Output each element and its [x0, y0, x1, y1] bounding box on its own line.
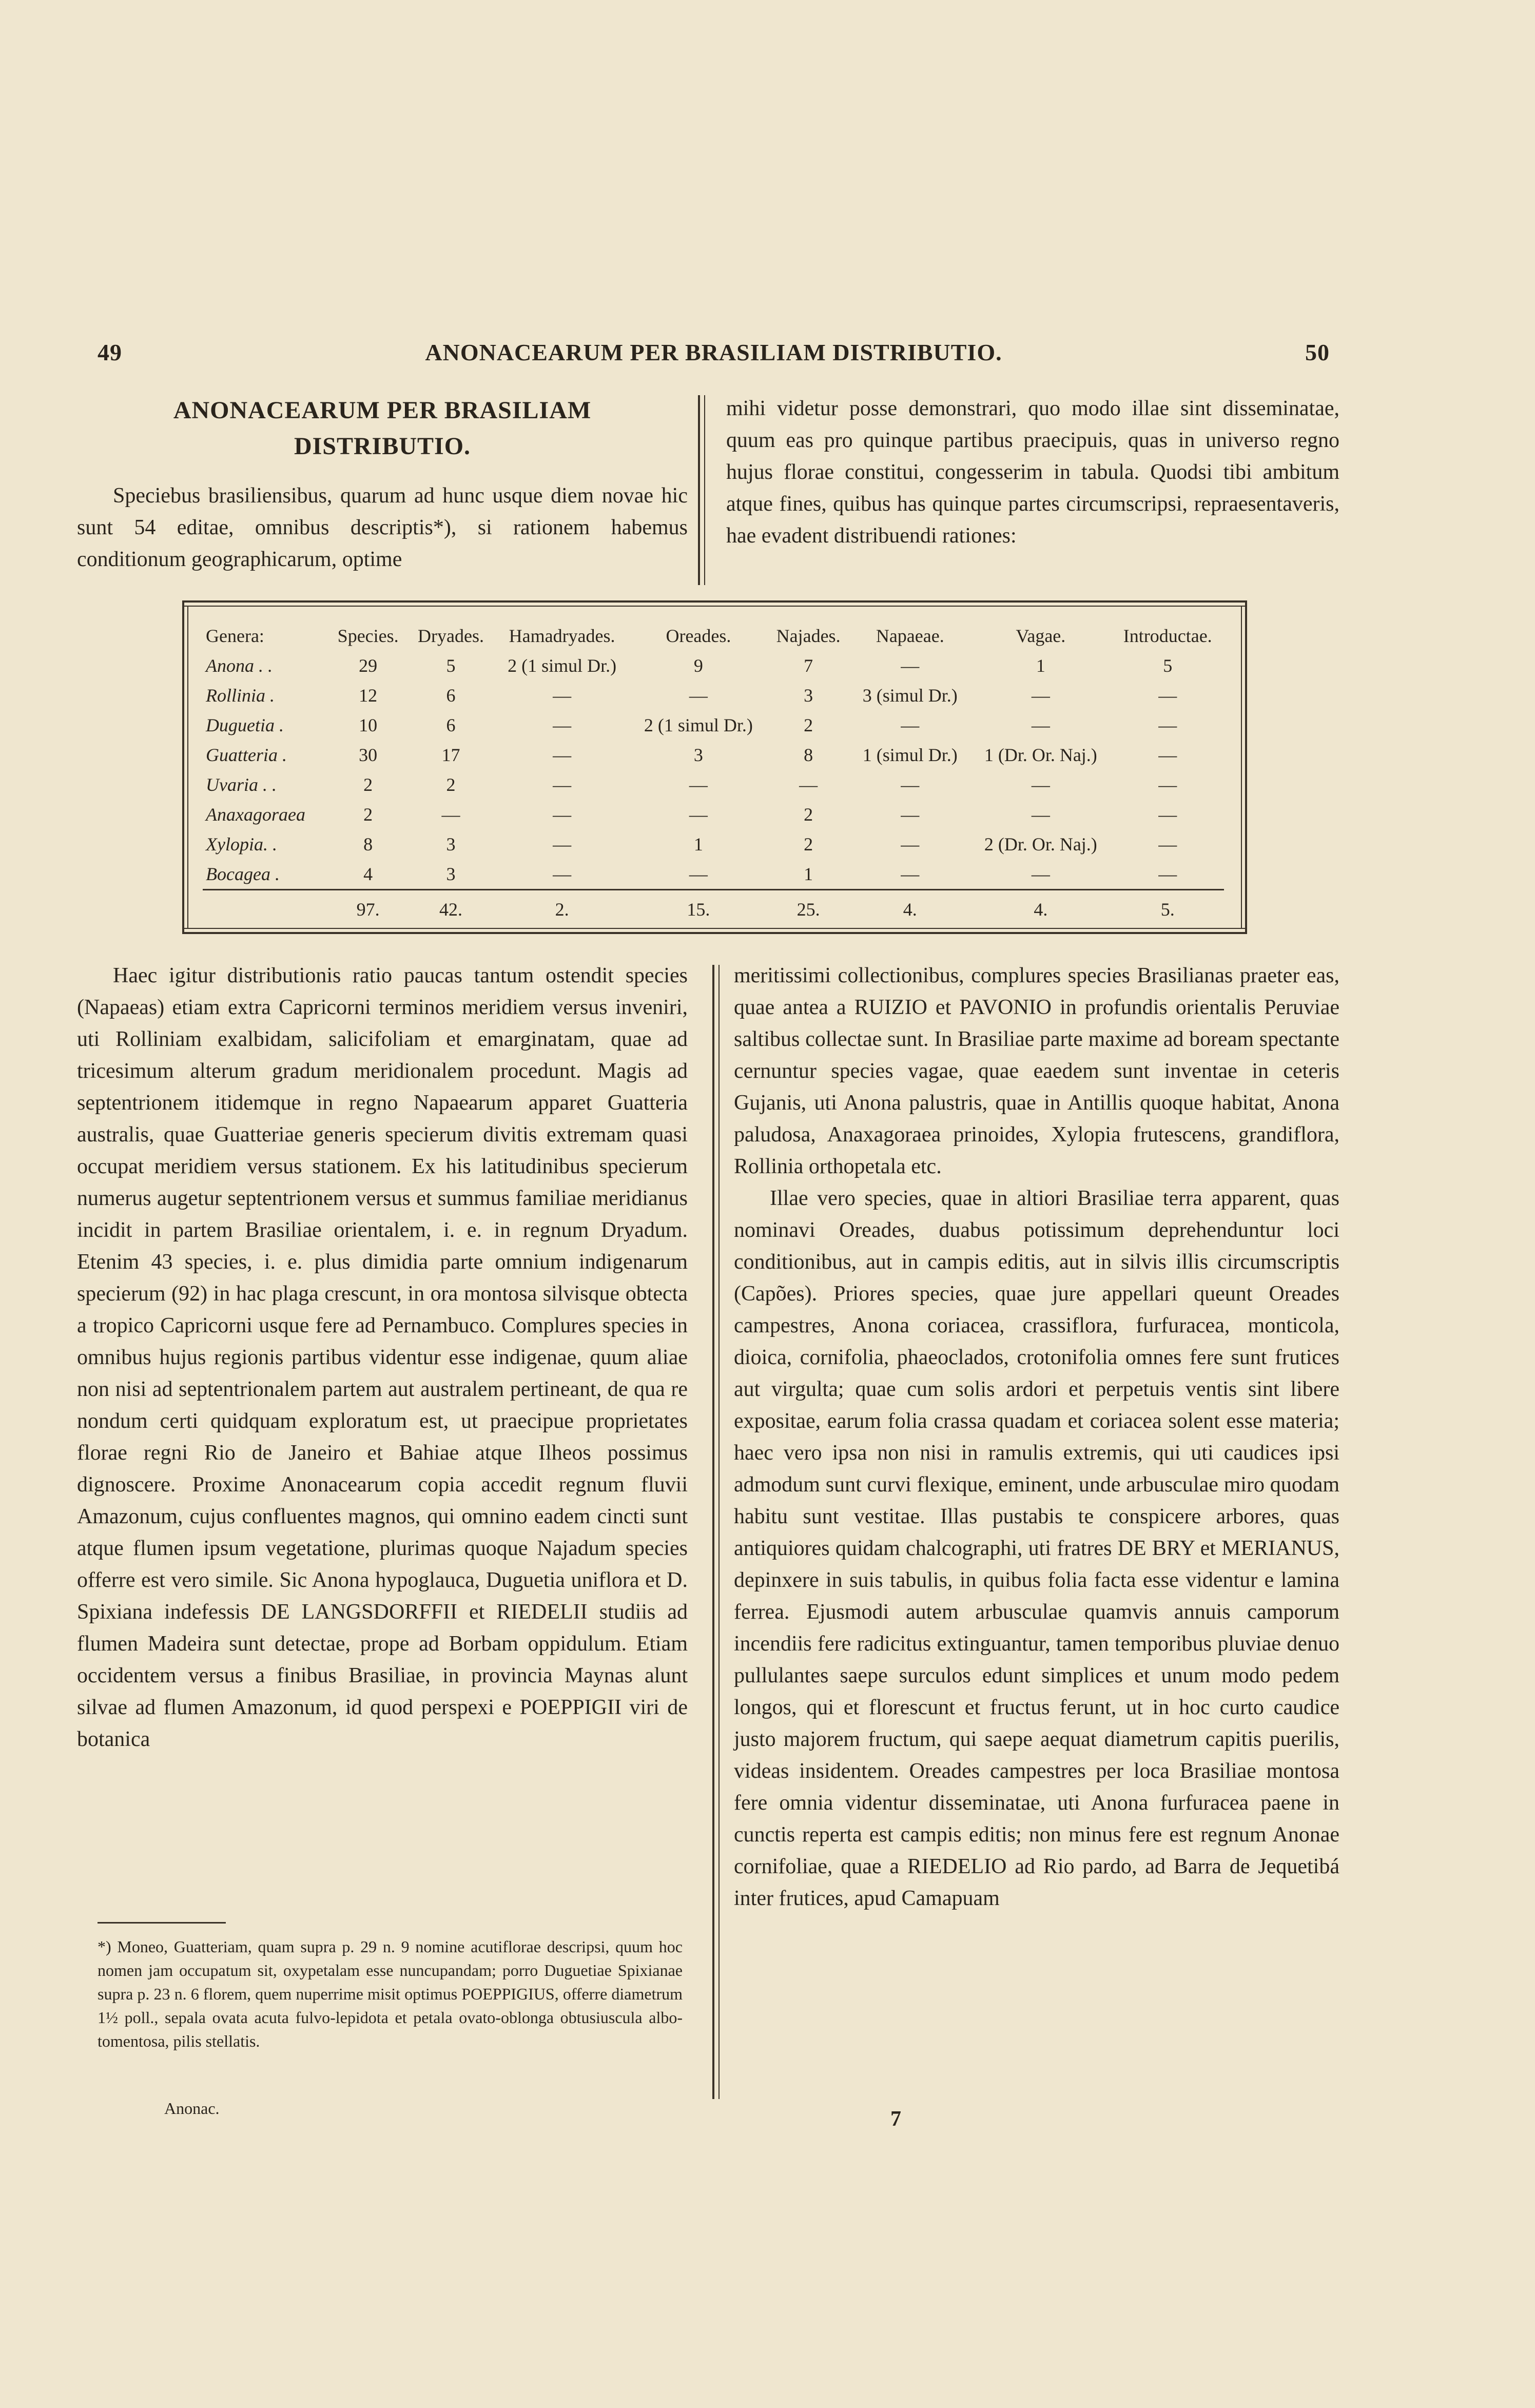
header-napaeae: Napaeae. — [876, 626, 944, 646]
intro-paragraph: Speciebus brasiliensibus, quarum ad hunc usque diem novae hic sunt 54 editae, omnibus descriptis*), si rationem habemus conditionum geographicarum, optime — [77, 484, 688, 571]
table-cell-genus: Guatteria . — [206, 745, 287, 765]
table-cell: 2 — [804, 715, 813, 735]
table-cell: 3 — [804, 685, 813, 706]
table-cell-genus: Anaxagoraea — [206, 804, 305, 825]
table-cell: 3 — [446, 834, 456, 855]
table-border-bottom-inner — [182, 928, 1247, 929]
table-cell: 8 — [363, 834, 373, 855]
header-introductae: Introductae. — [1123, 626, 1212, 646]
running-head — [98, 339, 1330, 385]
table-total-cell: 25. — [767, 890, 850, 925]
table-total-cell: 2. — [494, 890, 630, 925]
table-cell: 2 (1 simul Dr.) — [644, 715, 753, 735]
page-number-right: 50 — [1305, 339, 1330, 365]
body-paragraph-right-2: Illae vero species, quae in altiori Brasiliae terra apparent, quas nominavi Oreades, duabus potissimum deprehenduntur loci conditionibus, aut in campis editis, aut in silvis illis circumscriptis (Capões). Priores species, quae jure appellari queunt Oreades campestres, Anona coriacea, crassiflora, furfuracea, monticola, dioica, cornifolia, phaeoclados, crotonifolia omnes fere sunt frutices aut virgulta; quae cum solis ardori et perpetuis ventis sint libere expositae, earum folia crassa quadam et coriacea solent esse materia; haec vero ipsa non nisi in ramulis extremis, qui uti caudices ipsi admodum sunt curvi flexique, eminent, unde arbusculae miro quodam habitu sunt vestitae. Illas pustabis te conspicere arbores, quas antiquiores quidam chalcographi, uti fratres DE BRY et MERIANUS, depinxere in suis tabulis, in quibus folia facta esse videntur e lamina ferrea. Ejusmodi autem arbusculae quamvis annuis camporum incendiis fere radicitus extinguantur, tamen temporibus pluviae denuo pullulantes saepe surculos edunt simplices et unum modo pedem longos, qui et florescunt et fructus ferunt, ut in hoc curto caudice justo majorem fructum, qui saepe aequat diametrum capitis puerilis, videas insidentem. Oreades campestres per loca Brasiliae montosa fere omnia videntur disseminatae, uti Anona furfuracea paene in cunctis reperta est campis editis; non minus fere est regnum Anonae cornifoliae, quae a RIEDELIO ad Rio pardo, ad Barra de Jequetibá inter frutices, apud Camapuam — [734, 1187, 1339, 1910]
table-cell: 2 — [804, 804, 813, 825]
section-title — [77, 393, 688, 464]
table-border-right — [1245, 600, 1247, 934]
signature-mark: Anonac. — [164, 2099, 220, 2118]
table-cell-genus: Anona . . — [206, 655, 273, 676]
table-row — [203, 710, 1224, 740]
body-paragraph-left: Haec igitur distributionis ratio paucas tantum ostendit species (Napaeas) etiam extra Capricorni terminos meridiem versus inveniri, uti Rolliniam exalbidam, salicifoliam et emarginatam, quae ad tricesimum alterum gradum meridionalem procedunt. Magis ad septentrionem itidemque in regno Napaearum apparet Guatteria australis, quae Guatteriae generis specierum divitis extremam quasi occupat meridiem versus stationem. Ex his latitudinibus specierum numerus augetur septentrionem versus et summus familiae meridianus incidit in partem Brasiliae orientalem, i. e. in regnum Dryadum. Etenim 43 species, i. e. plus dimidia parte omnium indigenarum specierum (92) in hac plaga crescunt, in ora montosa silvisque obtecta a tropico Capricorni usque fere ad Pernambuco. Complures species in omnibus hujus regionis partibus videntur esse indigenae, quum aliae non nisi ad septentrionalem partem aut australem pertineant, de qua re nondum certi quidquam exploratum est, ut praecipue proprietates florae regni Rio de Janeiro et Bahiae atque Ilheos possimus dignoscere. Proxime Anonacearum copia accedit regnum fluvii Amazonum, cujus confluentes magnos, qui omnino eadem cincti sunt atque flumen ipsum vegetatione, plurimas quoque Najadum species offerre est vero simile. Sic Anona hypoglauca, Duguetia uniflora et D. Spixiana indefessis DE LANGSDORFFII et RIEDELII studiis ad flumen Madeira sunt detectae, prope ad Borbam oppidulum. Etiam occidentem versus a finibus Brasiliae, in provincia Maynas alunt silvae ad flumen Amazonum, id quod perspexi e POEPPIGII viri de botanica — [77, 964, 688, 1751]
footnote-rule — [98, 1922, 226, 1924]
table-cell: 17 — [441, 745, 460, 765]
table-cell: — — [901, 655, 920, 676]
table-cell-genus: Xylopia. . — [206, 834, 277, 855]
table-cell: — — [1031, 685, 1050, 706]
table-cell: — — [1158, 715, 1177, 735]
table-cell: — — [689, 685, 708, 706]
table-cell: 8 — [804, 745, 813, 765]
table-row — [203, 829, 1224, 859]
column-divider-lower-thin — [718, 965, 720, 2099]
table-cell: 1 — [804, 864, 813, 884]
table-cell: 2 — [363, 774, 373, 795]
table-cell: — — [1158, 804, 1177, 825]
table-cell: 2 (1 simul Dr.) — [508, 655, 617, 676]
table-border-bottom — [182, 932, 1247, 934]
table-cell: — — [1031, 774, 1050, 795]
table-cell: 29 — [359, 655, 378, 676]
running-head-title: ANONACEARUM PER BRASILIAM DISTRIBUTIO. — [425, 339, 1002, 365]
table-total-cell: 4. — [970, 890, 1111, 925]
table-border-left — [182, 600, 184, 934]
table-totals-row — [203, 890, 1224, 925]
sheet-number: 7 — [890, 2107, 901, 2131]
body-left-column — [77, 960, 688, 1755]
header-vagae: Vagae. — [1016, 626, 1066, 646]
table-cell: — — [553, 864, 572, 884]
table-cell: — — [901, 834, 920, 855]
table-total-cell: 97. — [328, 890, 407, 925]
table-cell: 1 — [1036, 655, 1045, 676]
table-cell: — — [553, 715, 572, 735]
table-cell: — — [901, 864, 920, 884]
table-row — [203, 740, 1224, 770]
table-cell: 3 — [693, 745, 703, 765]
intro-left-column — [77, 393, 688, 575]
table-total-cell: 42. — [408, 890, 494, 925]
table-cell-genus: Duguetia . — [206, 715, 284, 735]
table-cell: 4 — [363, 864, 373, 884]
section-title-line2: DISTRIBUTIO. — [294, 433, 471, 460]
table-border-right-inner — [1241, 606, 1242, 929]
table-cell-genus: Uvaria . . — [206, 774, 277, 795]
table-total-cell: 4. — [850, 890, 970, 925]
table-row — [203, 681, 1224, 710]
table-cell: 2 — [804, 834, 813, 855]
table-cell-genus: Rollinia . — [206, 685, 275, 706]
header-najades: Najades. — [776, 626, 841, 646]
table-cell: — — [553, 685, 572, 706]
table-cell: 3 — [446, 864, 456, 884]
table-cell: — — [553, 774, 572, 795]
table-cell: 5 — [1163, 655, 1173, 676]
table-cell: 5 — [446, 655, 456, 676]
table-cell: 30 — [359, 745, 378, 765]
table-cell: 6 — [446, 715, 456, 735]
table-cell: 12 — [359, 685, 378, 706]
table-cell: — — [1031, 804, 1050, 825]
table-border-top-inner — [182, 606, 1247, 607]
table-cell: 2 — [446, 774, 456, 795]
header-oreades: Oreades. — [666, 626, 731, 646]
table-cell: — — [901, 804, 920, 825]
header-genera: Genera: — [206, 626, 264, 646]
table-cell-genus: Bocagea . — [206, 864, 280, 884]
table-cell: 1 (simul Dr.) — [862, 745, 958, 765]
table-total-cell: 5. — [1111, 890, 1224, 925]
table-cell: — — [901, 715, 920, 735]
table-total-cell — [203, 890, 328, 925]
table-cell: 10 — [359, 715, 378, 735]
table-cell: — — [799, 774, 818, 795]
intro-paragraph-continued: mihi videtur posse demonstrari, quo modo illae sint disseminatae, quum eas pro quinque partibus praecipuis, quas in universo regno hujus florae constitui, congesserim in tabula. Quodsi tibi ambitum atque fines, quibus has quinque partes circumscripsi, repraesentaveris, hae evadent distribuendi rationes: — [726, 397, 1339, 548]
table-header-row — [203, 621, 1224, 651]
distribution-table-frame — [182, 600, 1247, 935]
table-cell: — — [441, 804, 460, 825]
table-cell: — — [689, 804, 708, 825]
table-cell: — — [1158, 774, 1177, 795]
header-hamadryades: Hamadryades. — [509, 626, 615, 646]
page-number-left: 49 — [98, 339, 122, 365]
footnote: *) Moneo, Guatteriam, quam supra p. 29 n. 9 nomine acutiflorae descripsi, quum hoc nomen jam occupatum sit, oxypetalam esse nuncupandam; porro Duguetiae Spixianae supra p. 23 n. 6 florem, quem nuperrime misit optimus POEPPIGIUS, offerre diametrum 1½ poll., sepala ovata acuta fulvo-lepidota et petala ovato-oblonga obtusiuscula albo-tomentosa, pilis stellatis. — [98, 1937, 683, 2050]
table-cell: — — [689, 774, 708, 795]
table-row — [203, 859, 1224, 890]
distribution-table — [203, 621, 1224, 924]
table-cell: — — [553, 834, 572, 855]
table-cell: — — [1158, 685, 1177, 706]
table-border-left-inner — [187, 606, 188, 929]
table-cell: — — [1158, 745, 1177, 765]
section-title-line1: ANONACEARUM PER BRASILIAM — [173, 397, 592, 424]
table-cell: 2 (Dr. Or. Naj.) — [984, 834, 1097, 855]
table-cell: — — [1158, 834, 1177, 855]
table-row — [203, 651, 1224, 681]
body-right-column — [734, 960, 1339, 1914]
table-cell: — — [901, 774, 920, 795]
table-cell: 6 — [446, 685, 456, 706]
table-cell: 1 — [693, 834, 703, 855]
intro-right-column — [726, 393, 1339, 552]
column-divider-upper-thin — [704, 395, 705, 585]
column-divider-upper — [698, 395, 700, 585]
table-cell: 7 — [804, 655, 813, 676]
table-cell: — — [553, 804, 572, 825]
header-dryades: Dryades. — [418, 626, 484, 646]
table-cell: 3 (simul Dr.) — [862, 685, 958, 706]
table-row — [203, 770, 1224, 800]
table-cell: 9 — [693, 655, 703, 676]
column-divider-lower — [712, 965, 714, 2099]
table-cell: — — [553, 745, 572, 765]
table-cell: — — [1031, 715, 1050, 735]
header-species: Species. — [337, 626, 399, 646]
table-row — [203, 800, 1224, 829]
table-cell: 2 — [363, 804, 373, 825]
table-total-cell: 15. — [630, 890, 767, 925]
body-paragraph-right-1: meritissimi collectionibus, complures species Brasilianas praeter eas, quae antea a RUIZIO et PAVONIO in profundis orientalis Peruviae saltibus collectae sunt. In Brasiliae parte maxime ad boream spectante cernuntur species vagae, quae eaedem sunt inventae in ceteris Gujanis, uti Anona palustris, quae in Antillis quoque habitat, Anona paludosa, Anaxagoraea prinoides, Xylopia frutescens, grandiflora, Rollinia orthopetala etc. — [734, 964, 1339, 1178]
table-cell: — — [1158, 864, 1177, 884]
table-border-top — [182, 600, 1247, 603]
table-cell: 1 (Dr. Or. Naj.) — [984, 745, 1097, 765]
table-cell: — — [1031, 864, 1050, 884]
table-cell: — — [689, 864, 708, 884]
